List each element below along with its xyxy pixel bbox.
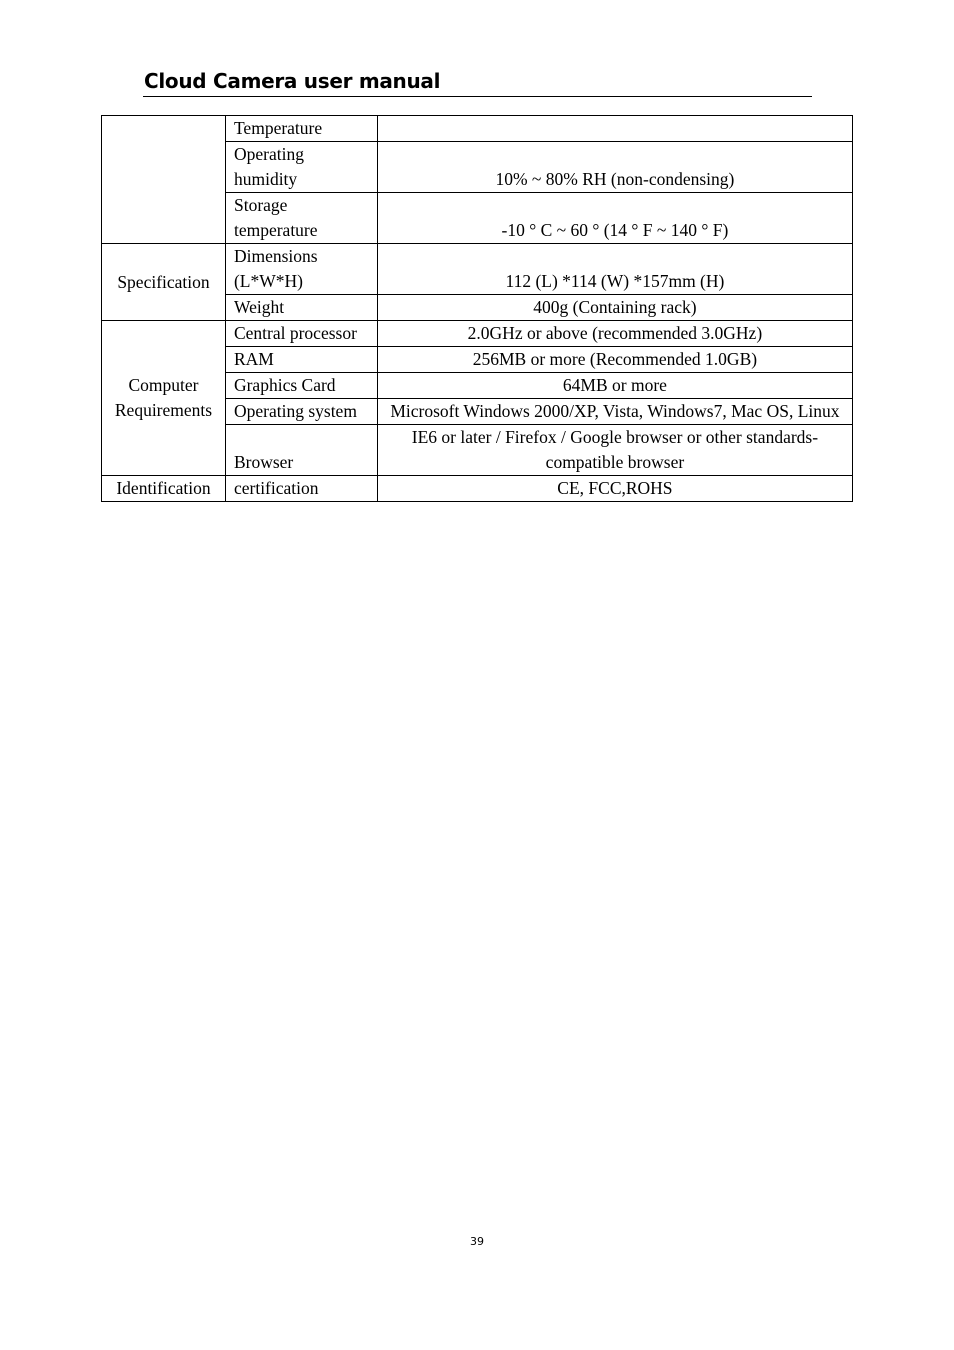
item-cell: Central processor: [225, 321, 377, 347]
value-cell: 400g (Containing rack): [377, 295, 852, 321]
table-row: [102, 116, 853, 142]
item-cell: Operating system: [225, 399, 377, 425]
header-divider: [143, 96, 812, 97]
category-cell: Specification: [102, 244, 226, 321]
item-cell: Graphics Card: [225, 373, 377, 399]
value-cell: 10% ~ 80% RH (non-condensing): [377, 142, 852, 193]
value-cell: -10 ° C ~ 60 ° (14 ° F ~ 140 ° F): [377, 193, 852, 244]
value-cell: 2.0GHz or above (recommended 3.0GHz): [377, 321, 852, 347]
page-number: 39: [470, 1235, 484, 1248]
value-cell: 112 (L) *114 (W) *157mm (H): [377, 244, 852, 295]
table-row: [102, 244, 853, 295]
item-cell: RAM: [225, 347, 377, 373]
value-cell: 64MB or more: [377, 373, 852, 399]
item-cell: Weight: [225, 295, 377, 321]
category-cell: [102, 116, 226, 244]
value-cell: 256MB or more (Recommended 1.0GB): [377, 347, 852, 373]
item-cell: Storage temperature: [225, 193, 377, 244]
specification-table: [101, 115, 853, 502]
table-row: [102, 321, 853, 347]
item-cell: Dimensions (L*W*H): [225, 244, 377, 295]
category-cell: Computer Requirements: [102, 321, 226, 476]
value-cell: IE6 or later / Firefox / Google browser or other standards-compatible browser: [377, 425, 852, 476]
category-cell: Identification: [102, 476, 226, 502]
value-cell: Microsoft Windows 2000/XP, Vista, Windows7, Mac OS, Linux: [377, 399, 852, 425]
item-cell: Browser: [225, 425, 377, 476]
item-cell: Operating humidity: [225, 142, 377, 193]
value-cell: CE, FCC,ROHS: [377, 476, 852, 502]
item-cell: Temperature: [225, 116, 377, 142]
table-row: [102, 476, 853, 502]
value-cell: [377, 116, 852, 142]
page-title: Cloud Camera user manual: [144, 69, 441, 93]
item-cell: certification: [225, 476, 377, 502]
